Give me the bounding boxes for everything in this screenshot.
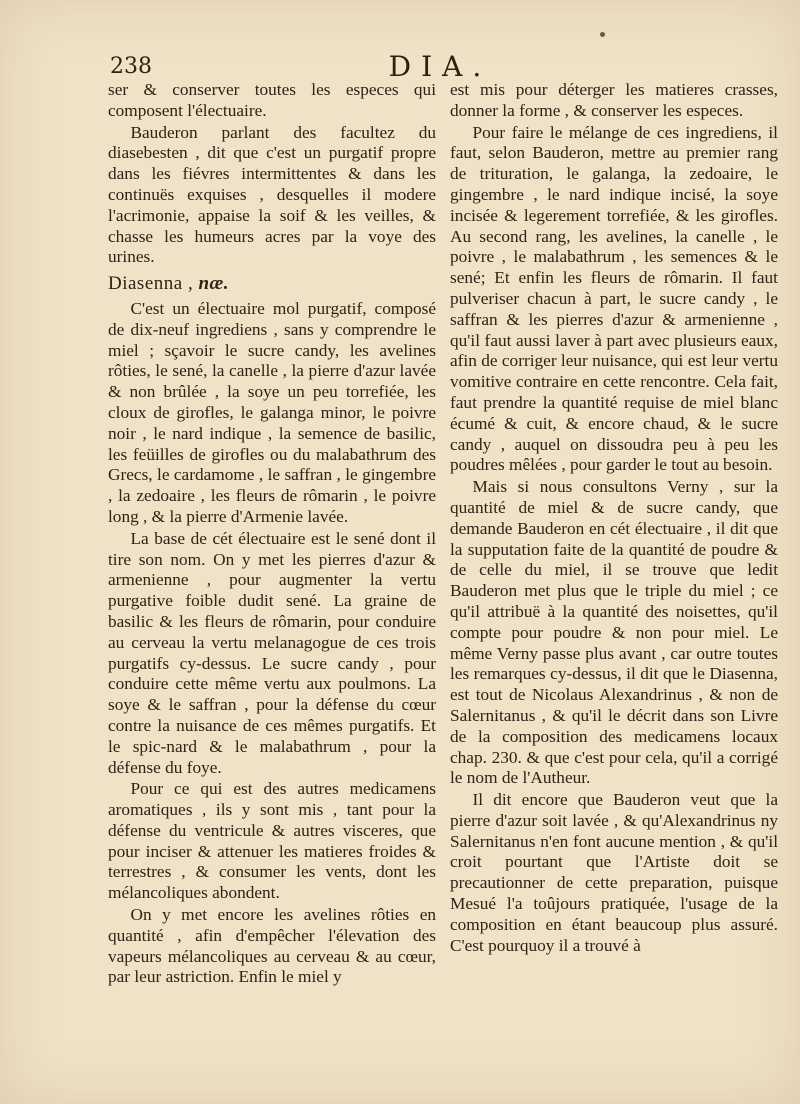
left-paragraph-3: C'est un électuaire mol purgatif, composé de dix-neuf ingrediens , sans y comprendre le miel ; sçavoir le sucre candy, les avelines rôties, le sené, la canelle , la pierre d'azur lavée & non brûlée , la soye un peu torrefiée, les cloux de girofles, le galanga minor, le poivre noir , le nard indique , la semence de basilic, les feüilles de girofles ou du malabathrum des Grecs, le cardamome , le saffran , le gingembre , la zedoaire , les fleurs de rômarin , le poivre long , & la pierre d'Armenie lavée. — [108, 298, 436, 526]
entry-heading — [108, 274, 436, 295]
right-paragraph-4: Il dit encore que Bauderon veut que la pierre d'azur soit lavée , & qu'Alexandrinus ny Salernitanus n'en font aucune mention , & qu'il croit pourtant que l'Artiste doit se precautionner de cette preparation, puisque Mesué l'a toûjours pratiquée, l'usage de la composition en étant beaucoup plus assuré. C'est pourquoy il a trouvé à — [450, 790, 778, 955]
right-paragraph-2: Pour faire le mélange de ces ingrediens, il faut, selon Bauderon, mettre au premier rang de trituration, le galanga, la zedoaire, le gingembre , le nard indique incisé, la soye incisée & legerement torrefiée, & les girofles. Au second rang, les avelines, la canelle , le poivre , le malabathrum , les semences & le sené; Et enfin les fleurs de rômarin. Il faut pulveriser chacun à part, le sucre candy , le saffran & les pierres d'azur & armenienne , qu'il faut aussi laver à part avec plusieurs eaux, afin de corriger leur nuisance, qui est leur vertu vomitive contraire en cette rencontre. Cela fait, faut prendre la quantité requise de miel blanc écumé & cuit, & encore chaud, & le sucre candy , auquel on dissoudra peu à peu les poudres mêlées , pour garder le tout au besoin. — [450, 122, 778, 475]
running-head: DIA. — [388, 50, 492, 83]
entry-heading-word: Diasenna , — [108, 273, 194, 295]
left-column — [108, 80, 436, 988]
right-paragraph-3: Mais si nous consultons Verny , sur la quantité de miel & de sucre candy, que demande Bauderon en cét électuaire , il dit que la supputation faite de la quantité de poudre & de celle du miel, il se trouve que ledit Bauderon met plus que le triple du miel ; ce qu'il attribuë à la quantité des noisettes, qu'il compte pour poudre & non pour miel. Le même Verny passe plus avant , car outre toutes les remarques cy-dessus, il dit que le Diasenna, est tout de Nicolaus Alexandrinus , & non de Salernitanus , & qu'il le décrit dans son Livre de la composition des medicamens locaux chap. 230. & que c'est pour cela, qu'il a corrigé le nom de l'Autheur. — [450, 477, 778, 788]
page-number: 238 — [110, 54, 152, 79]
ink-spot — [600, 32, 605, 37]
left-paragraph-2: Bauderon parlant des facultez du diasebesten , dit que c'est un purgatif propre dans les fiévres intermittentes & dans les continuës exquises , desquelles il modere l'acrimonie, appaise la soif & les veilles, & chasse les humeurs acres par la voye des urines. — [108, 122, 436, 267]
left-paragraph-6: On y met encore les avelines rôties en quantité , afin d'empêcher l'élevation des vapeurs mélancoliques au cerveau & au cœur, par leur astriction. Enfin le miel y — [108, 905, 436, 987]
left-paragraph-1: ser & conserver toutes les especes qui composent l'électuaire. — [108, 80, 436, 120]
left-paragraph-5: Pour ce qui est des autres medicamens aromatiques , ils y sont mis , tant pour la défense du ventricule & autres visceres, que pour inciser & attenuer les matieres froides & terrestres , & consumer les vents, dont les mélancoliques abondent. — [108, 779, 436, 903]
left-paragraph-4: La base de cét électuaire est le sené dont il tire son nom. On y met les pierres d'azur & armenienne , pour augmenter la vertu purgative foible dudit sené. La graine de basilic & les fleurs de rômarin, pour conduire au cerveau la vertu melanagogue de ces trois purgatifs cy-dessus. Le sucre candy , pour conduire cette même vertu aux poulmons. La soye & le saffran , pour la défense du cœur contre la nuisance de ces mêmes purgatifs. Et le spic-nard & le malabathrum , pour la défense du foye. — [108, 528, 436, 777]
entry-heading-tag: næ. — [198, 273, 229, 295]
right-paragraph-1: est mis pour déterger les matieres crasses, donner la forme , & conserver les especes. — [450, 80, 778, 120]
right-column — [450, 80, 778, 956]
